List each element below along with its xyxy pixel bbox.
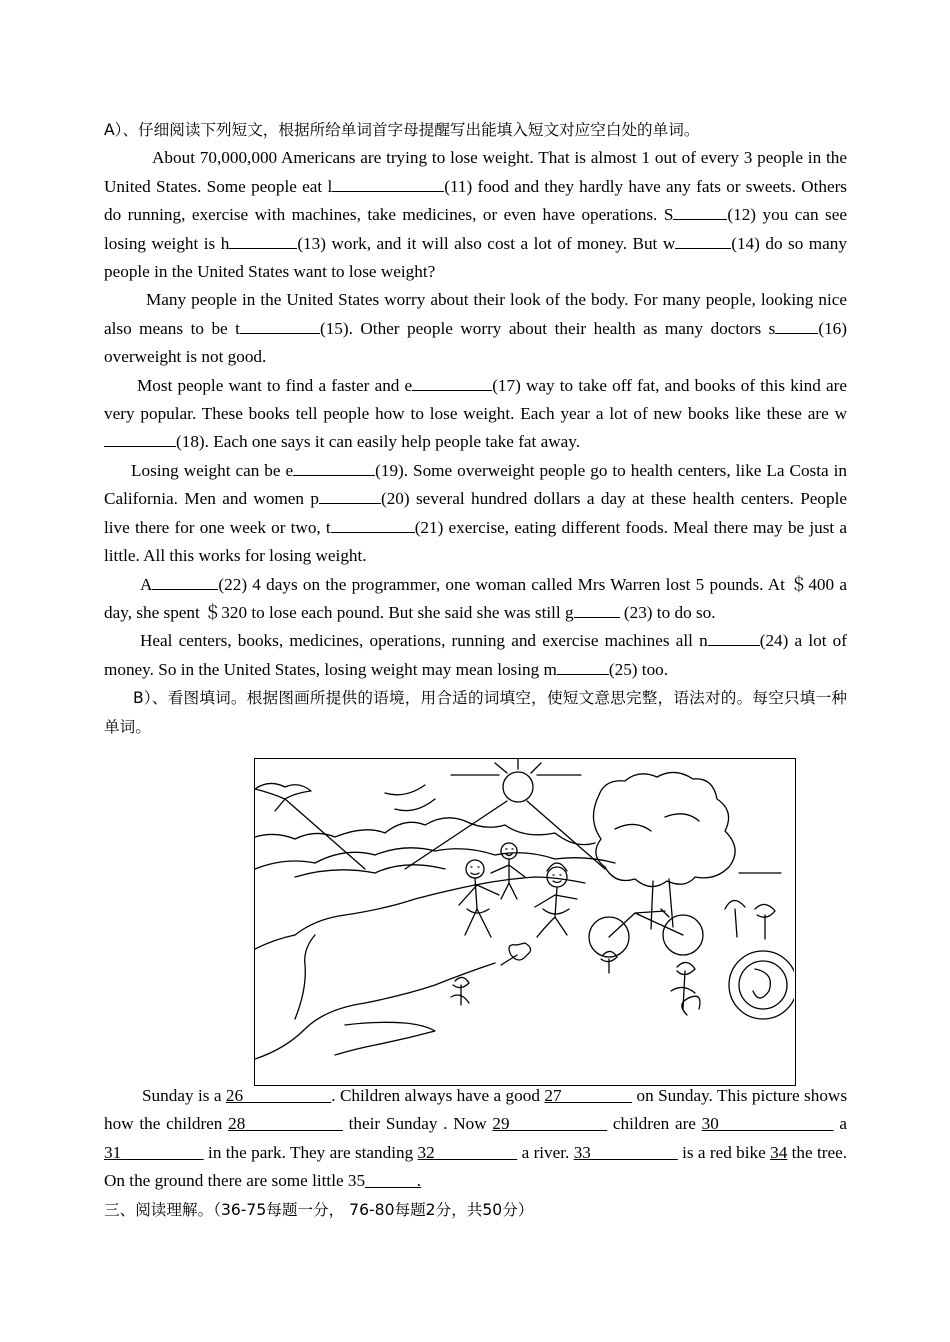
section-a-heading: A）、仔细阅读下列短文，根据所给单词首字母提醒写出能填入短文对应空白处的单词。 (104, 121, 700, 139)
blank-19 (293, 458, 375, 476)
blank-15 (240, 316, 320, 334)
blank-35: . (416, 1171, 421, 1191)
child-face-3 (547, 867, 567, 887)
blank-27: 27 (544, 1086, 562, 1105)
section-three-heading: 三、阅读理解。（36-75每题一分， 76-80每题2分，共50分） (104, 1200, 534, 1219)
exercise-page (104, 116, 847, 741)
blank-22 (152, 572, 218, 590)
paragraph-4: Losing weight can be e (19). Some overweight people go to health centers, like La Costa in California. Men and women p (20) several hundred dollars a day at these health centers. People live there for one week or two, t (21) exercise, eating different foods. Meal there may be just a little. All this works for losing weight. (104, 457, 847, 571)
section-b-text (104, 1082, 847, 1224)
blank-16 (775, 316, 818, 334)
paragraph-3: Most people want to find a faster and e (17) way to take off fat, and books of this kind are very popular. These books tell people how to lose weight. Each year a lot of new books like these are w(18). Each one says it can easily help people take fat away. (104, 372, 847, 457)
blank-24 (708, 628, 760, 646)
sun-icon (503, 772, 533, 802)
blank-17 (412, 373, 492, 391)
park-scene-drawing (255, 759, 794, 1084)
paragraph-5: A (22) 4 days on the programmer, one woman called Mrs Warren lost 5 pounds. At ＄400 a day, she spent ＄320 to lose each pound. But she said she was still g (23) to do so. (104, 571, 847, 628)
paragraph-b1: Sunday is a 26 . Children always have a good 27 on Sunday. This picture shows how the children 28 their Sunday . Now 29 children are 30 a 31 in the park. They are standing 32 a river. 33 is a red bike 34 the tree. On the ground there are some little 35 . (104, 1086, 848, 1191)
blank-12 (673, 202, 727, 220)
section-b-heading: B）、看图填词。根据图画所提供的语境，用合适的词填空，使短文意思完整，语法对的。每空只填一种单词。 (104, 689, 847, 736)
park-scene-figure (254, 758, 796, 1086)
blank-11 (332, 174, 444, 192)
blank-21 (331, 515, 415, 533)
blank-23 (574, 600, 620, 618)
blank-29: 29 (492, 1114, 510, 1134)
blank-18 (104, 429, 176, 447)
paragraph-1: About 70,000,000 Americans are trying to lose weight. That is almost 1 out of every 3 people in the United States. Some people eat l (11) food and they hardly have any fats or sweets. Others do running, exercise with machines, take medicines, or even have operations. S (12) you can see losing weight is h (13) work, and it will also cost a lot of money. But w (14) do so many people in the United States want to lose weight? (104, 148, 847, 282)
blank-34: 34 (770, 1142, 788, 1162)
child-face-2 (501, 843, 517, 859)
blank-33: 33 (573, 1142, 591, 1162)
flower-icon (501, 943, 531, 965)
child-face-1 (466, 860, 484, 878)
blank-25 (557, 657, 609, 675)
blank-26: 26 (225, 1086, 244, 1105)
blank-32: 32 (417, 1142, 435, 1162)
blank-28: 28 (228, 1114, 246, 1134)
blank-20 (319, 486, 381, 504)
paragraph-6: Heal centers, books, medicines, operations, running and exercise machines all n (24) a lot of money. So in the United States, losing weight may mean losing m (25) too. (104, 627, 847, 684)
kite-icon (255, 783, 311, 799)
blank-31: 31 (104, 1142, 122, 1162)
blank-30: 30 (701, 1114, 719, 1134)
paragraph-2: Many people in the United States worry about their look of the body. For many people, looking nice also means to be t (15). Other people worry about their health as many doctors s (16) overweight is not good. (104, 290, 847, 367)
blank-13 (229, 231, 297, 249)
blank-14 (675, 231, 731, 249)
